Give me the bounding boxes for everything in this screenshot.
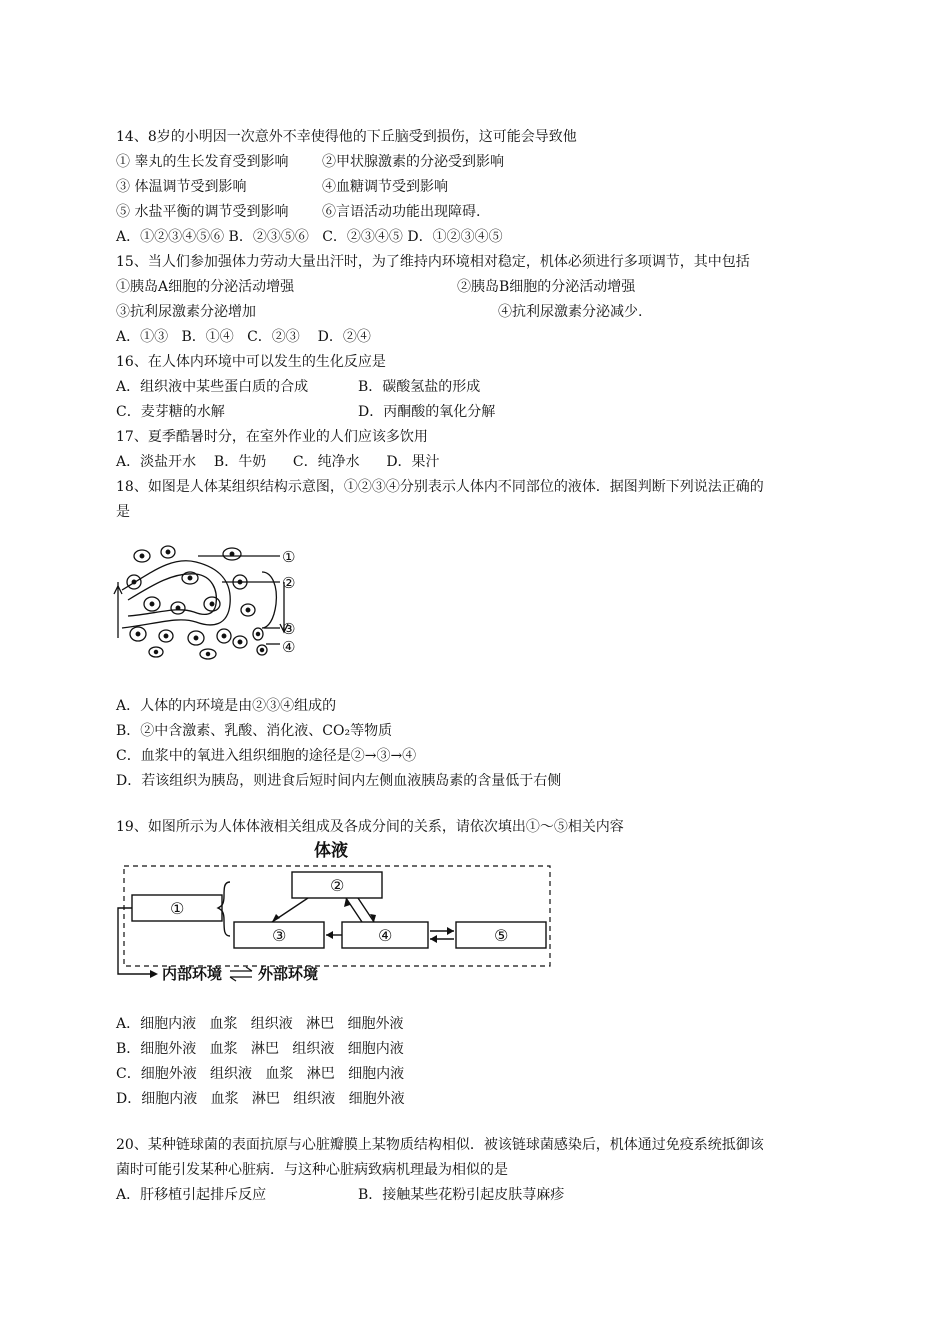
q14-item-5: ⑤ 水盐平衡的调节受到影响 xyxy=(116,204,289,220)
q15-item-1: ①胰岛A细胞的分泌活动增强 xyxy=(116,279,295,295)
tissue-structure-figure xyxy=(112,542,308,662)
q18-option-b: B．②中含激素、乳酸、消化液、CO₂等物质 xyxy=(116,723,393,739)
q14-item-3: ③ 体温调节受到影响 xyxy=(116,179,247,195)
body-fluid-diagram xyxy=(112,838,554,988)
q16-option-b: B．碳酸氢盐的形成 xyxy=(358,379,481,395)
box-5-label: ⑤ xyxy=(494,926,509,945)
q14-item-6: ⑥言语活动功能出现障碍. xyxy=(322,204,481,220)
q20-option-b: B．接触某些花粉引起皮肤荨麻疹 xyxy=(358,1187,565,1203)
q15-options: A．①③ B．①④ C．②③ D．②④ xyxy=(116,329,371,345)
q19-option-a: A．细胞内液 血浆 组织液 淋巴 细胞外液 xyxy=(116,1016,404,1032)
q19-option-c: C．细胞外液 组织液 血浆 淋巴 细胞内液 xyxy=(116,1066,405,1082)
q18-figure-label-2: ② xyxy=(282,574,296,592)
q16-option-a: A．组织液中某些蛋白质的合成 xyxy=(116,379,309,395)
diagram-title: 体液 xyxy=(314,841,348,861)
q14-item-1: ① 睾丸的生长发育受到影响 xyxy=(116,154,289,170)
q20-stem-line1: 20、某种链球菌的表面抗原与心脏瓣膜上某物质结构相似．被该链球菌感染后，机体通过免疫系统抵御该 xyxy=(116,1137,764,1153)
q15-item-3: ③抗利尿激素分泌增加 xyxy=(116,304,256,320)
q16-option-d: D．丙酮酸的氧化分解 xyxy=(358,404,496,420)
box-2-label: ② xyxy=(330,876,345,895)
q18-figure-label-3: ③ xyxy=(282,620,296,638)
q19-option-d: D．细胞内液 血浆 淋巴 组织液 细胞外液 xyxy=(116,1091,405,1107)
q19-option-b: B．细胞外液 血浆 淋巴 组织液 细胞内液 xyxy=(116,1041,404,1057)
q20-stem-line2: 菌时可能引发某种心脏病．与这种心脏病致病机理最为相似的是 xyxy=(116,1162,508,1178)
q16-option-c: C．麦芽糖的水解 xyxy=(116,404,225,420)
q18-option-c: C．血浆中的氧进入组织细胞的途径是②→③→④ xyxy=(116,748,417,764)
q14-stem: 14、8岁的小明因一次意外不幸使得他的下丘脑受到损伤，这可能会导致他 xyxy=(116,129,577,145)
q15-item-2: ②胰岛B细胞的分泌活动增强 xyxy=(457,279,636,295)
internal-environment-label: 内部环境 xyxy=(162,965,223,983)
q20-option-a: A．肝移植引起排斥反应 xyxy=(116,1187,267,1203)
q19-stem: 19、如图所示为人体体液相关组成及各成分间的关系，请依次填出①～⑤相关内容 xyxy=(116,819,624,835)
q14-options: A．①②③④⑤⑥ B．②③⑤⑥ C．②③④⑤ D．①②③④⑤ xyxy=(116,229,503,245)
q18-stem-line1: 18、如图是人体某组织结构示意图，①②③④分别表示人体内不同部位的液体．据图判断下列说法正确的 xyxy=(116,479,764,495)
q15-stem: 15、当人们参加强体力劳动大量出汗时，为了维持内环境相对稳定，机体必须进行多项调节，其中包括 xyxy=(116,254,750,270)
q17-stem: 17、夏季酷暑时分，在室外作业的人们应该多饮用 xyxy=(116,429,428,445)
q17-options: A．淡盐开水 B．牛奶 C．纯净水 D．果汁 xyxy=(116,454,440,470)
q18-option-a: A．人体的内环境是由②③④组成的 xyxy=(116,698,337,714)
q18-stem-line2: 是 xyxy=(116,504,130,520)
q18-figure-label-1: ① xyxy=(282,548,296,566)
box-1-label: ① xyxy=(170,899,185,918)
q16-stem: 16、在人体内环境中可以发生的生化反应是 xyxy=(116,354,386,370)
q14-item-4: ④血糖调节受到影响 xyxy=(322,179,448,195)
q14-item-2: ②甲状腺激素的分泌受到影响 xyxy=(322,154,504,170)
external-environment-label: 外部环境 xyxy=(258,965,319,983)
box-4-label: ④ xyxy=(378,926,393,945)
q15-item-4: ④抗利尿激素分泌减少. xyxy=(498,304,643,320)
q18-option-d: D．若该组织为胰岛，则进食后短时间内左侧血液胰岛素的含量低于右侧 xyxy=(116,773,562,789)
q18-figure-label-4: ④ xyxy=(282,638,296,656)
box-3-label: ③ xyxy=(272,926,287,945)
